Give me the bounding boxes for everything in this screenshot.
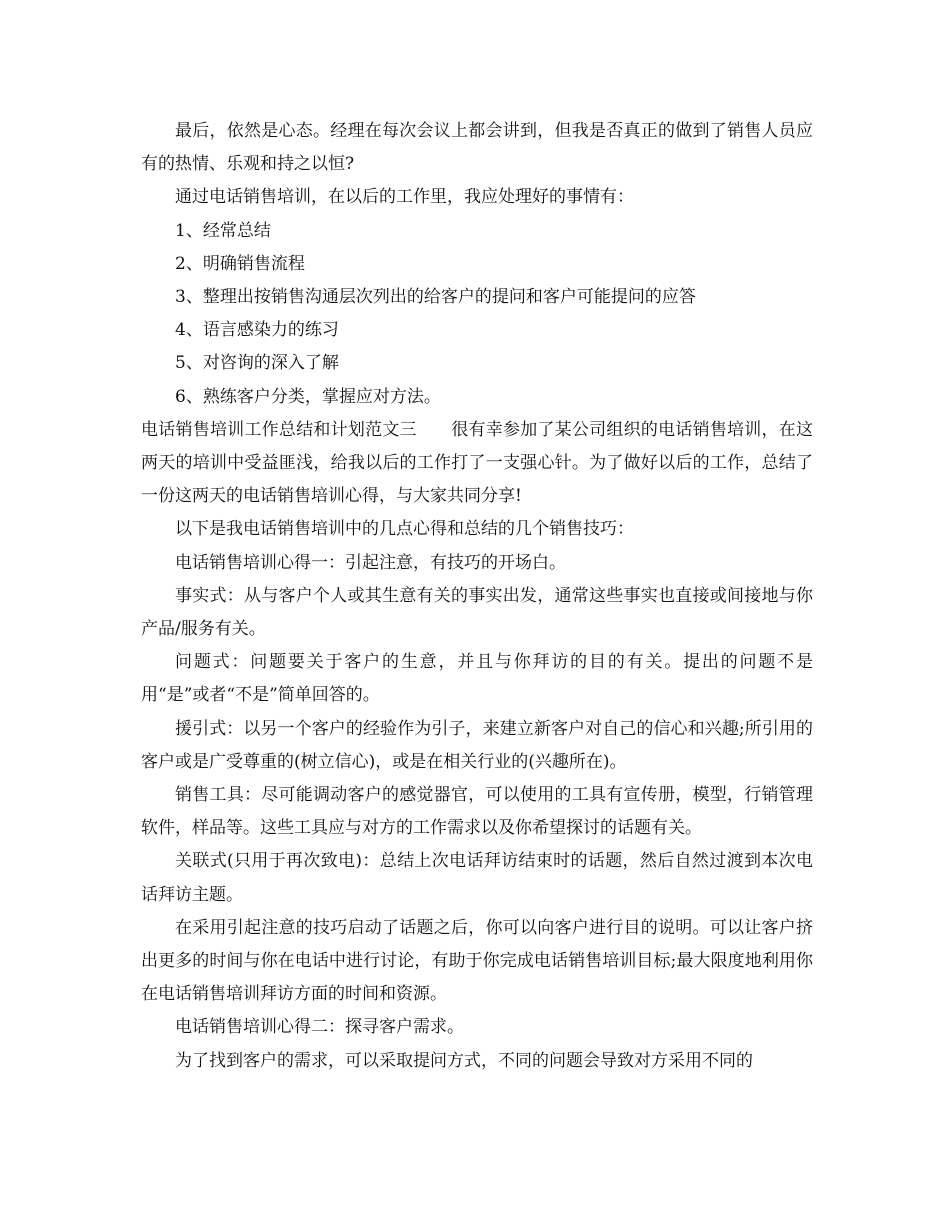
paragraph-find-needs: 为了找到客户的需求，可以采取提问方式，不同的问题会导致对方采用不同的 <box>175 1050 753 1071</box>
paragraph-intro-tips: 以下是我电话销售培训中的几点心得和总结的几个销售技巧： <box>175 519 634 540</box>
paragraph-sales-tools: 销售工具：尽可能调动客户的感觉器官，可以使用的工具有宣传册，模型，行销管理软件，样品等。这些工具应与对方的工作需求以及你希望探讨的话题有关。 <box>141 785 813 839</box>
paragraph-fact-style: 事实式：从与客户个人或其生意有关的事实出发，通常这些事实也直接或间接地与你产品/服务有关。 <box>141 585 813 640</box>
list-item: 4、语言感染力的练习 <box>175 320 339 341</box>
paragraph-question-style: 问题式：问题要关于客户的生意，并且与你拜访的目的有关。提出的问题不是用“是”或者“不是”简单回答的。 <box>141 652 813 706</box>
paragraph-things-to-handle: 通过电话销售培训，在以后的工作里，我应处理好的事情有： <box>175 187 634 208</box>
list-item: 6、熟练客户分类，掌握应对方法。 <box>175 386 441 407</box>
paragraph-purpose-statement: 在采用引起注意的技巧启动了话题之后，你可以向客户进行目的说明。可以让客户挤出更多的时间与你在电话中进行讨论，有助于你完成电话销售培训目标;最大限度地利用你在电话销售培训拜访方面的时间和资源。 <box>141 917 813 1005</box>
paragraph-mindset: 最后，依然是心态。经理在每次会议上都会讲到，但我是否真正的做到了销售人员应有的热情、乐观和持之以恒? <box>141 121 813 175</box>
paragraph-relational-style: 关联式(只用于再次致电)：总结上次电话拜访结束时的话题，然后自然过渡到本次电话拜访主题。 <box>141 851 813 905</box>
paragraph-insight-one: 电话销售培训心得一：引起注意，有技巧的开场白。 <box>175 552 566 573</box>
list-item: 1、经常总结 <box>175 220 271 241</box>
list-item: 2、明确销售流程 <box>175 253 305 274</box>
list-item: 5、对咨询的深入了解 <box>175 353 339 374</box>
list-item: 3、整理出按销售沟通层次列出的给客户的提问和客户可能提问的应答 <box>175 287 696 308</box>
paragraph-insight-two: 电话销售培训心得二：探寻客户需求。 <box>175 1017 464 1038</box>
document-body <box>141 115 813 1078</box>
paragraph-citation-style: 援引式：以另一个客户的经验作为引子，来建立新客户对自己的信心和兴趣;所引用的客户或是广受尊重的(树立信心)，或是在相关行业的(兴趣所在)。 <box>141 718 813 772</box>
paragraph-section-three: 电话销售培训工作总结和计划范文三 很有幸参加了某公司组织的电话销售培训，在这两天的培训中受益匪浅，给我以后的工作打了一支强心针。为了做好以后的工作，总结了一份这两天的电话销售培训心得，与大家共同分享! <box>141 419 813 507</box>
